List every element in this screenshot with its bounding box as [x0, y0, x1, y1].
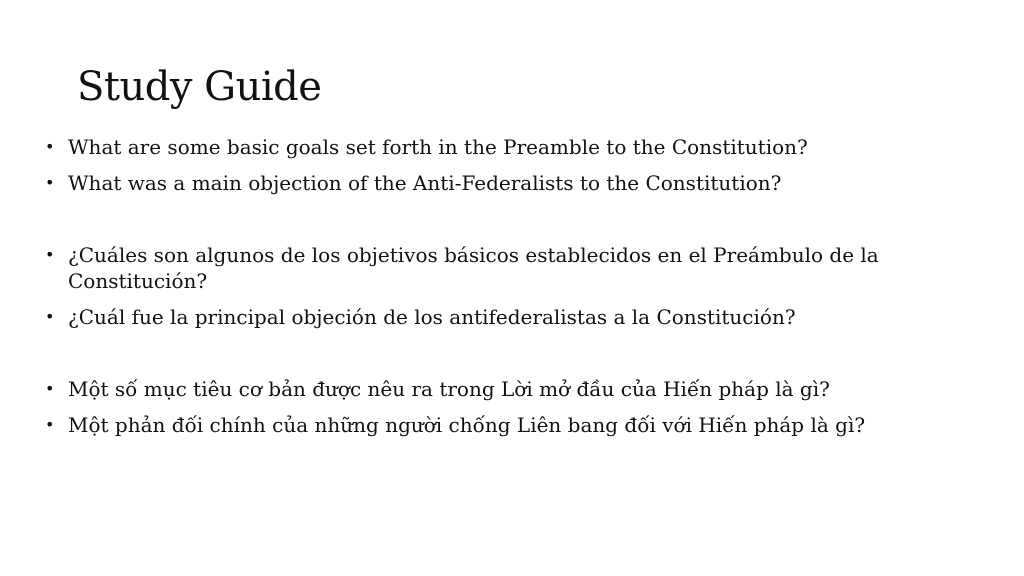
- bullet-dot-icon: •: [45, 379, 55, 398]
- bullet-text: What are some basic goals set forth in the Preamble to the Constitution?: [68, 135, 808, 159]
- bullet-text: ¿Cuáles son algunos de los objetivos básicos establecidos en el Preámbulo de la Constitución?: [68, 243, 879, 293]
- bullet-list: [45, 134, 995, 448]
- bullet-item: [45, 134, 995, 160]
- bullet-item: [45, 170, 995, 196]
- bullet-item: [45, 376, 995, 402]
- bullet-text: ¿Cuál fue la principal objeción de los antifederalistas a la Constitución?: [68, 305, 796, 329]
- bullet-item: [45, 412, 995, 438]
- bullet-text: Một số mục tiêu cơ bản được nêu ra trong Lời mở đầu của Hiến pháp là gì?: [68, 377, 830, 401]
- bullet-text: Một phản đối chính của những người chống Liên bang đối với Hiến pháp là gì?: [68, 413, 866, 437]
- bullet-dot-icon: •: [45, 307, 55, 326]
- bullet-text: What was a main objection of the Anti-Federalists to the Constitution?: [68, 171, 782, 195]
- bullet-dot-icon: •: [45, 137, 55, 156]
- slide-title: Study Guide: [77, 64, 322, 110]
- bullet-item: [45, 304, 995, 330]
- bullet-item: [45, 242, 995, 294]
- bullet-dot-icon: •: [45, 415, 55, 434]
- bullet-dot-icon: •: [45, 173, 55, 192]
- bullet-dot-icon: •: [45, 245, 55, 264]
